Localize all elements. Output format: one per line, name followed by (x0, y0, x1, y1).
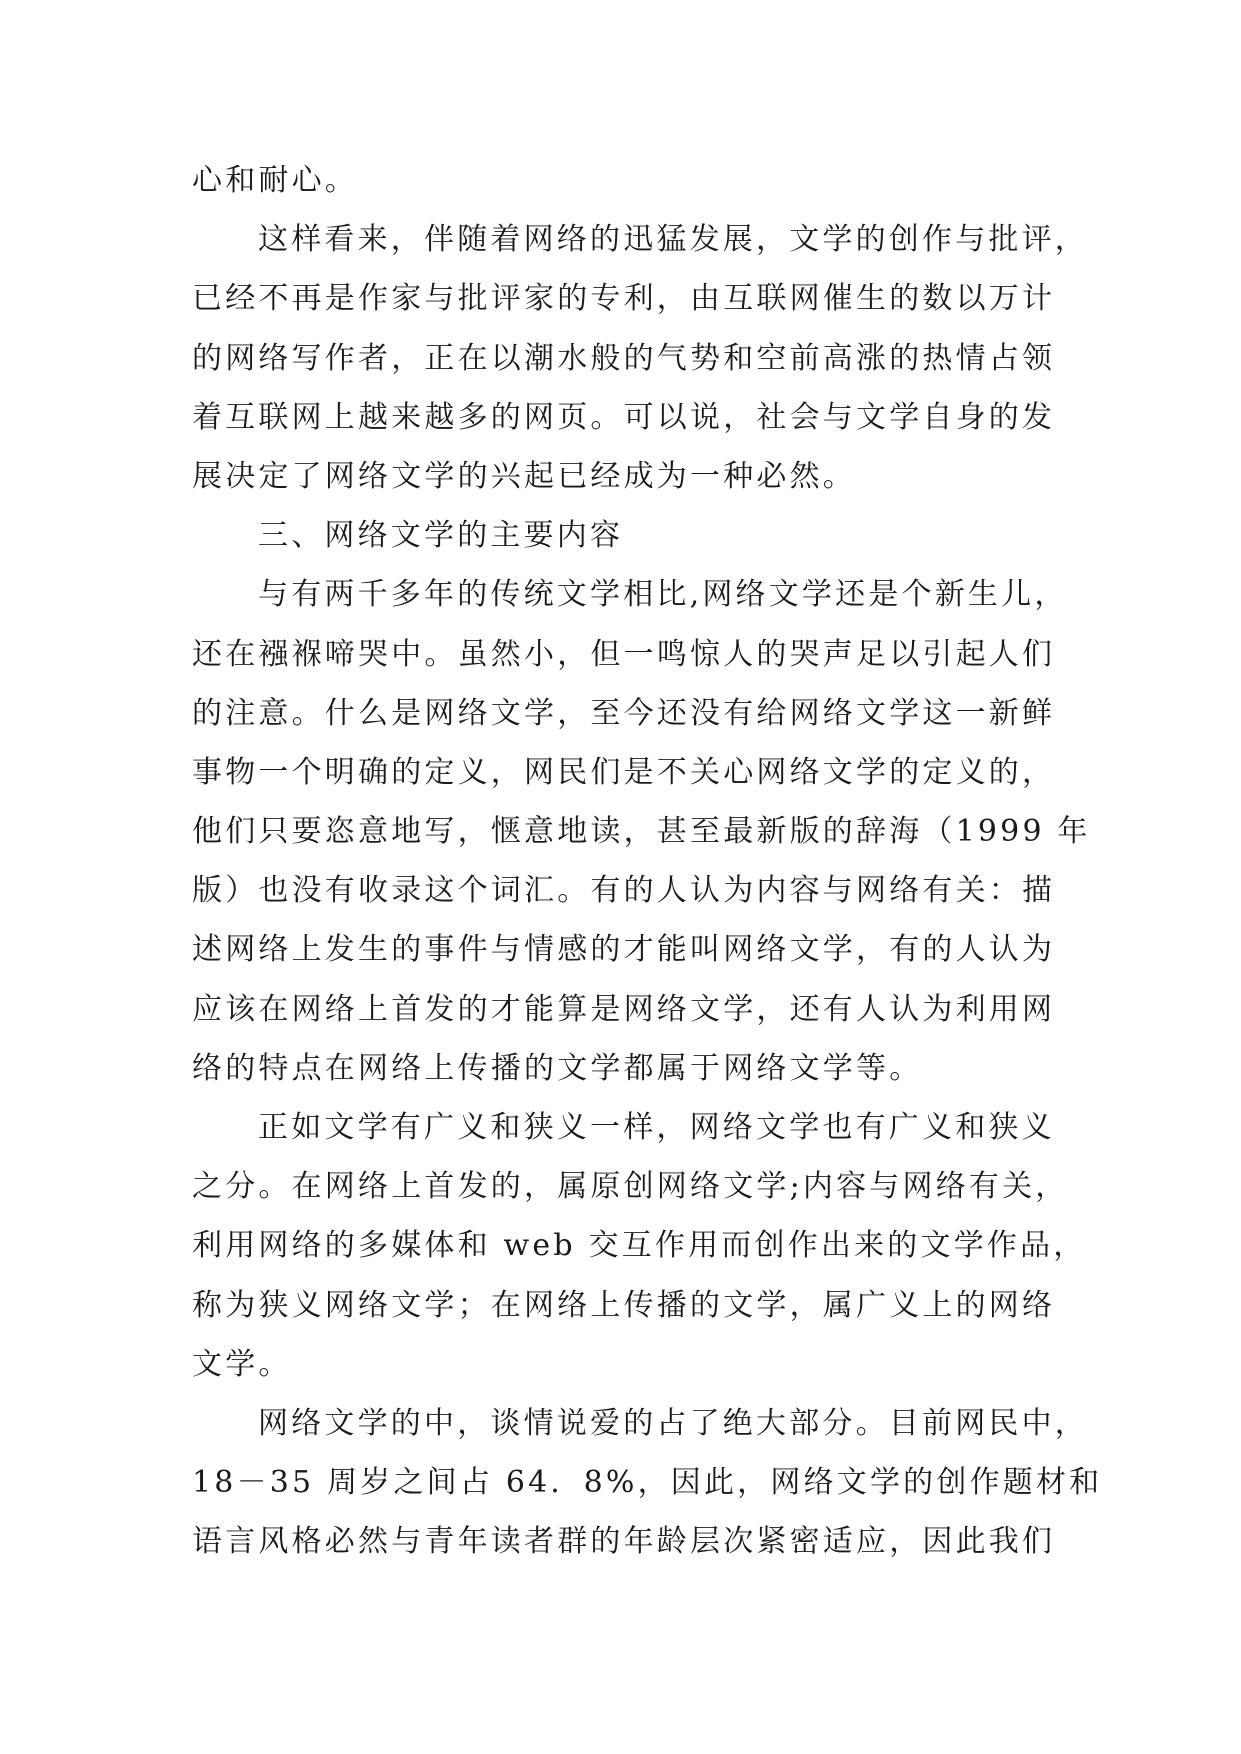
text-line: 还在襁褓啼哭中。虽然小，但一鸣惊人的哭声足以引起人们 (192, 636, 1056, 672)
paragraph-first-line: 正如文学有广义和狭义一样，网络文学也有广义和狭义 (258, 1110, 1055, 1145)
text-line: 络的特点在网络上传播的文学都属于网络文学等。 (192, 1050, 923, 1086)
text-line: 已经不再是作家与批评家的专利，由互联网催生的数以万计 (192, 281, 1056, 317)
section-heading: 三、网络文学的主要内容 (258, 518, 624, 554)
text-line: 利用网络的多媒体和 web 交互作用而创作出来的文学作品， (192, 1228, 1087, 1264)
text-line: 展决定了网络文学的兴起已经成为一种必然。 (192, 458, 856, 494)
text-line: 他们只要恣意地写，惬意地读，甚至最新版的辞海（1999 年 (192, 814, 1091, 850)
text-line: 称为狭义网络文学；在网络上传播的文学，属广义上的网络 (192, 1287, 1056, 1323)
paragraph-first-line: 这样看来，伴随着网络的迅猛发展，文学的创作与批评， (258, 222, 1088, 258)
text-line: 应该在网络上首发的才能算是网络文学，还有人认为利用网 (192, 991, 1056, 1027)
text-line: 18－35 周岁之间占 64．8%，因此，网络文学的创作题材和 (192, 1465, 1103, 1501)
text-line: 事物一个明确的定义，网民们是不关心网络文学的定义的， (192, 754, 1056, 790)
body-text (192, 151, 1103, 1572)
text-line: 述网络上发生的事件与情感的才能叫网络文学，有的人认为 (192, 932, 1056, 968)
text-line: 的网络写作者，正在以潮水般的气势和空前高涨的热情占领 (192, 340, 1056, 376)
paragraph-first-line: 与有两千多年的传统文学相比,网络文学还是个新生儿， (258, 577, 1068, 613)
text-line: 的注意。什么是网络文学，至今还没有给网络文学这一新鲜 (192, 695, 1056, 731)
text-line: 心和耐心。 (192, 163, 358, 198)
text-line: 语言风格必然与青年读者群的年龄层次紧密适应，因此我们 (192, 1524, 1056, 1560)
text-line: 文学。 (192, 1346, 292, 1382)
text-line: 着互联网上越来越多的网页。可以说，社会与文学自身的发 (192, 399, 1056, 435)
text-line: 版）也没有收录这个词汇。有的人认为内容与网络有关：描 (192, 873, 1056, 909)
paragraph-first-line: 网络文学的中，谈情说爱的占了绝大部分。目前网民中， (258, 1405, 1088, 1441)
text-line: 之分。在网络上首发的，属原创网络文学;内容与网络有关， (192, 1169, 1069, 1205)
